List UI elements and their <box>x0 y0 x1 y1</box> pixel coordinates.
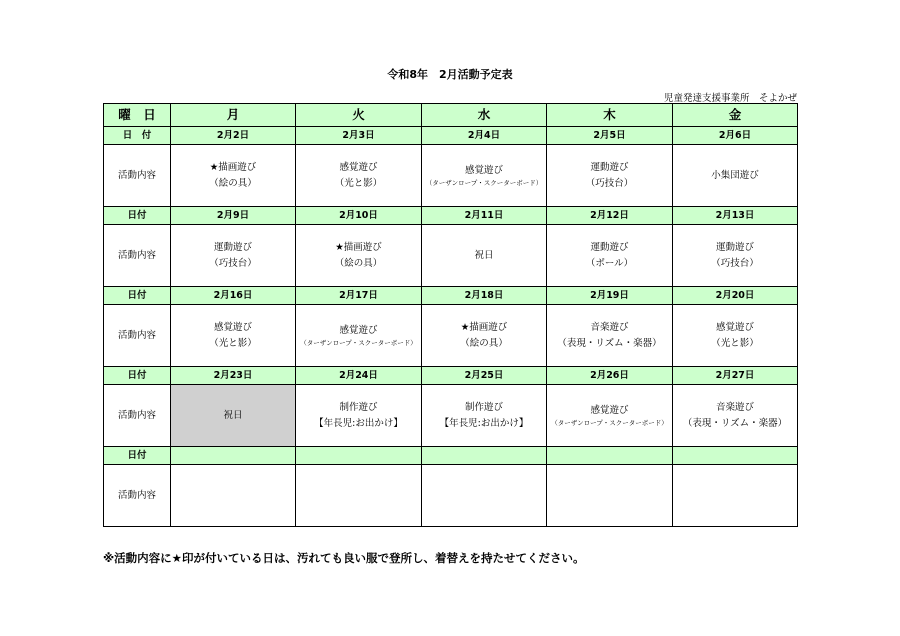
activity-row <box>104 385 798 447</box>
activity-cell <box>547 465 673 527</box>
activity-name: ★描画遊び <box>209 162 257 174</box>
activity-cell <box>296 145 422 207</box>
activity-cell <box>673 305 798 367</box>
activity-row-label: 活動内容 <box>104 305 171 367</box>
activity-detail: （表現・リズム・楽器） <box>682 417 788 429</box>
footer-note: ※活動内容に★印が付いている日は、汚れても良い服で登所し、着替えを持たせてください。 <box>103 551 585 565</box>
activity-cell <box>673 385 798 447</box>
activity-detail: （巧技台） <box>209 257 257 269</box>
date-cell: 2月11日 <box>422 207 547 225</box>
activity-row <box>104 305 798 367</box>
activity-row-label: 活動内容 <box>104 225 171 287</box>
date-cell: 2月13日 <box>673 207 798 225</box>
activity-name: 感覚遊び <box>339 324 378 336</box>
activity-row-label: 活動内容 <box>104 145 171 207</box>
date-row <box>104 367 798 385</box>
date-cell: 2月12日 <box>547 207 673 225</box>
date-row-label: 日付 <box>104 287 171 305</box>
activity-cell <box>547 225 673 287</box>
activity-name: 感覚遊び <box>590 404 629 416</box>
date-cell: 2月23日 <box>171 367 296 385</box>
activity-detail: （絵の具） <box>334 257 383 269</box>
date-cell: 2月27日 <box>673 367 798 385</box>
activity-cell <box>673 465 798 527</box>
activity-cell <box>673 145 798 207</box>
weekday-wednesday: 水 <box>422 104 547 127</box>
date-row <box>104 447 798 465</box>
activity-cell <box>422 385 547 447</box>
date-row <box>104 207 798 225</box>
activity-name: 感覚遊び <box>715 322 754 334</box>
activity-detail: 【年長児:お出かけ】 <box>314 417 403 429</box>
activity-cell <box>171 145 296 207</box>
activity-detail: （絵の具） <box>460 337 508 349</box>
date-row-label: 日 付 <box>104 127 171 145</box>
date-row-label: 日付 <box>104 207 171 225</box>
date-row-label: 日付 <box>104 367 171 385</box>
date-cell: 2月19日 <box>547 287 673 305</box>
date-cell <box>547 447 673 465</box>
activity-name: ★描画遊び <box>460 322 508 334</box>
date-cell: 2月18日 <box>422 287 547 305</box>
activity-row <box>104 225 798 287</box>
activity-row <box>104 465 798 527</box>
date-row <box>104 127 798 145</box>
activity-cell <box>296 305 422 367</box>
activity-cell <box>547 145 673 207</box>
activity-cell <box>422 305 547 367</box>
activity-row-label: 活動内容 <box>104 385 171 447</box>
date-row <box>104 287 798 305</box>
facility-name: 児童発達支援事業所 そよかぜ <box>663 93 797 104</box>
activity-detail: （絵の具） <box>209 177 257 189</box>
activity-cell <box>422 145 547 207</box>
activity-detail: （光と影） <box>334 177 383 189</box>
date-cell <box>422 447 547 465</box>
activity-cell <box>296 225 422 287</box>
activity-cell <box>547 305 673 367</box>
activity-detail: 【年長児:お出かけ】 <box>439 417 529 429</box>
activity-detail: （巧技台） <box>585 177 634 189</box>
weekday-friday: 金 <box>673 104 798 127</box>
date-row-label: 日付 <box>104 447 171 465</box>
activity-name: 運動遊び <box>715 242 754 254</box>
activity-detail: （表現・リズム・楽器） <box>557 337 662 349</box>
activity-cell <box>171 465 296 527</box>
activity-name: 音楽遊び <box>715 402 754 414</box>
activity-detail: （ターザンロープ・スクーターボード） <box>425 178 543 187</box>
activity-name: 制作遊び <box>339 402 378 414</box>
activity-cell <box>422 225 547 287</box>
activity-cell <box>171 305 296 367</box>
date-cell: 2月4日 <box>422 127 547 145</box>
weekday-header-label: 曜 日 <box>104 104 171 127</box>
activity-cell <box>673 225 798 287</box>
activity-name: 感覚遊び <box>213 322 252 334</box>
date-cell: 2月3日 <box>296 127 422 145</box>
activity-detail: （光と影） <box>711 337 759 349</box>
weekday-tuesday: 火 <box>296 104 422 127</box>
date-cell: 2月24日 <box>296 367 422 385</box>
activity-row-label: 活動内容 <box>104 465 171 527</box>
activity-name: 感覚遊び <box>339 162 378 174</box>
activity-cell <box>547 385 673 447</box>
weekday-thursday: 木 <box>547 104 673 127</box>
activity-name: 運動遊び <box>213 242 252 254</box>
date-cell: 2月10日 <box>296 207 422 225</box>
date-cell <box>673 447 798 465</box>
activity-cell <box>296 385 422 447</box>
activity-name: 運動遊び <box>590 242 629 254</box>
weekday-header-row <box>104 104 798 127</box>
activity-name: ★描画遊び <box>335 242 382 254</box>
activity-name: 祝日 <box>474 249 494 261</box>
date-cell: 2月17日 <box>296 287 422 305</box>
activity-detail: （ボール） <box>585 257 634 269</box>
activity-cell <box>171 225 296 287</box>
weeks-body <box>104 127 798 527</box>
date-cell: 2月6日 <box>673 127 798 145</box>
activity-detail: （ターザンロープ・スクーターボード） <box>551 418 668 427</box>
activity-cell <box>422 465 547 527</box>
date-cell: 2月16日 <box>171 287 296 305</box>
activity-name: 運動遊び <box>590 162 629 174</box>
activity-name: 制作遊び <box>464 402 503 414</box>
activity-name: 祝日 <box>223 409 243 421</box>
date-cell: 2月2日 <box>171 127 296 145</box>
date-cell: 2月9日 <box>171 207 296 225</box>
activity-detail: （光と影） <box>209 337 257 349</box>
date-cell: 2月26日 <box>547 367 673 385</box>
page-title: 令和8年 2月活動予定表 <box>387 68 513 81</box>
activity-name: 小集団遊び <box>711 169 759 181</box>
activity-name: 感覚遊び <box>464 164 503 176</box>
date-cell <box>171 447 296 465</box>
activity-row <box>104 145 798 207</box>
activity-cell <box>171 385 296 447</box>
activity-cell <box>296 465 422 527</box>
date-cell <box>296 447 422 465</box>
date-cell: 2月20日 <box>673 287 798 305</box>
weekday-monday: 月 <box>171 104 296 127</box>
date-cell: 2月5日 <box>547 127 673 145</box>
date-cell: 2月25日 <box>422 367 547 385</box>
activity-name: 音楽遊び <box>590 322 629 334</box>
activity-detail: （巧技台） <box>711 257 759 269</box>
activity-detail: （ターザンロープ・スクーターボード） <box>300 338 417 347</box>
schedule-table <box>103 103 798 527</box>
